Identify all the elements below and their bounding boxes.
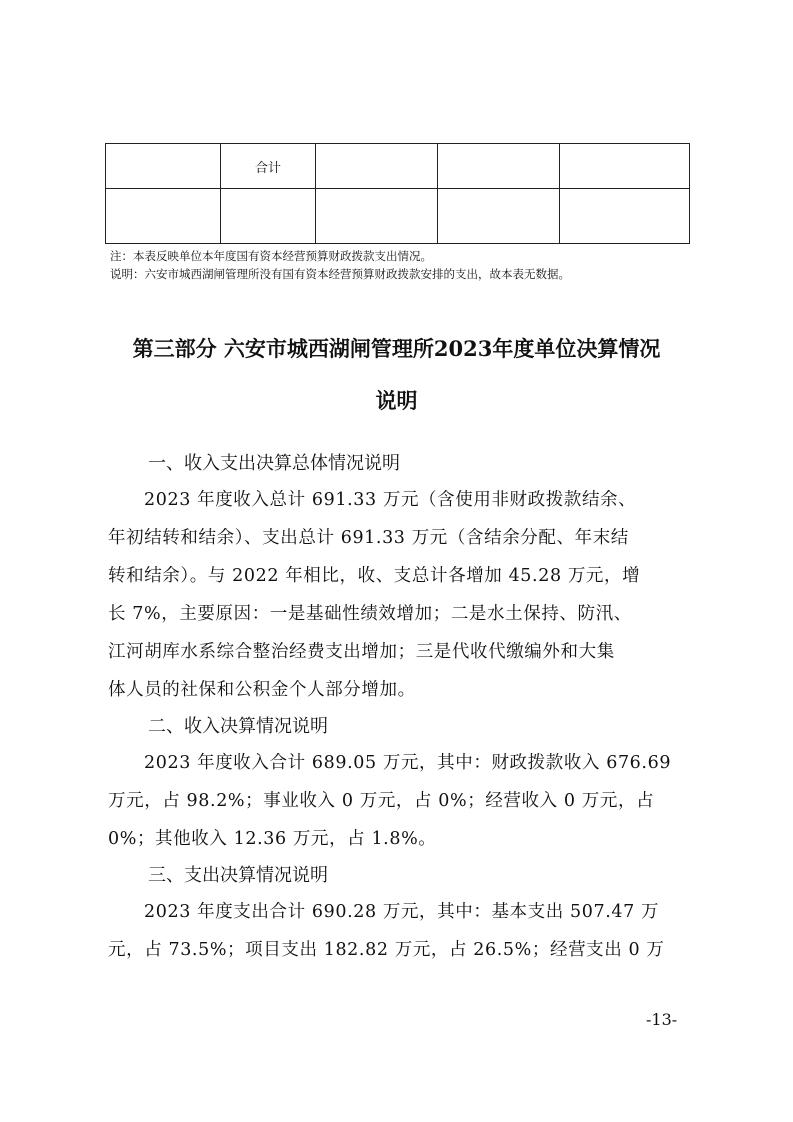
page-number: -13-	[646, 1010, 678, 1029]
paragraph-line: 2023 年度收入总计 691.33 万元（含使用非财政拨款结余、	[144, 490, 637, 510]
table-row	[106, 144, 690, 189]
table-row	[106, 189, 690, 244]
table-cell	[316, 189, 438, 244]
table-cell	[438, 144, 560, 189]
paragraph-line: 万元，占 98.2%；事业收入 0 万元，占 0%；经营收入 0 万元，占	[108, 791, 655, 811]
section-2-paragraph	[108, 744, 690, 858]
table-cell	[560, 144, 690, 189]
section-heading-1: 一、收入支出决算总体情况说明	[148, 453, 400, 474]
table-note: 注：本表反映单位本年度国有资本经营预算财政拨款支出情况。	[110, 249, 432, 263]
part-heading-continued: 说明	[375, 388, 418, 413]
paragraph-line: 转和结余）。与 2022 年相比，收、支总计各增加 45.28 万元，增	[108, 566, 641, 586]
paragraph-line: 年初结转和结余）、支出总计 691.33 万元（含结余分配、年末结	[108, 528, 629, 548]
table-cell	[438, 189, 560, 244]
paragraph-line: 0%；其他收入 12.36 万元，占 1.8%。	[108, 829, 437, 849]
section-3-paragraph	[108, 893, 690, 969]
part-heading: 第三部分 六安市城西湖闸管理所2023年度单位决算情况	[132, 336, 661, 361]
paragraph-line: 江河胡库水系综合整治经费支出增加；三是代收代缴编外和大集	[108, 642, 615, 662]
paragraph-line: 2023 年度支出合计 690.28 万元，其中：基本支出 507.47 万	[144, 902, 660, 922]
paragraph-line: 体人员的社保和公积金个人部分增加。	[108, 680, 416, 700]
section-heading-2: 二、收入决算情况说明	[148, 716, 328, 737]
paragraph-line: 2023 年度收入合计 689.05 万元，其中：财政拨款收入 676.69	[144, 753, 672, 773]
table-cell	[106, 144, 221, 189]
paragraph-line: 长 7%，主要原因：一是基础性绩效增加；二是水土保持、防汛、	[108, 604, 632, 624]
data-table	[105, 143, 690, 244]
table-explanation: 说明：六安市城西湖闸管理所没有国有资本经营预算财政拨款安排的支出，故本表无数据。	[110, 267, 570, 281]
table-cell	[316, 144, 438, 189]
table-cell	[221, 189, 316, 244]
section-heading-3: 三、支出决算情况说明	[148, 865, 328, 886]
table-cell-total-label: 合计	[221, 144, 316, 189]
paragraph-line: 元，占 73.5%；项目支出 182.82 万元，占 26.5%；经营支出 0 万	[108, 940, 665, 960]
table-cell	[560, 189, 690, 244]
section-1-paragraph	[108, 481, 690, 709]
table-cell	[106, 189, 221, 244]
